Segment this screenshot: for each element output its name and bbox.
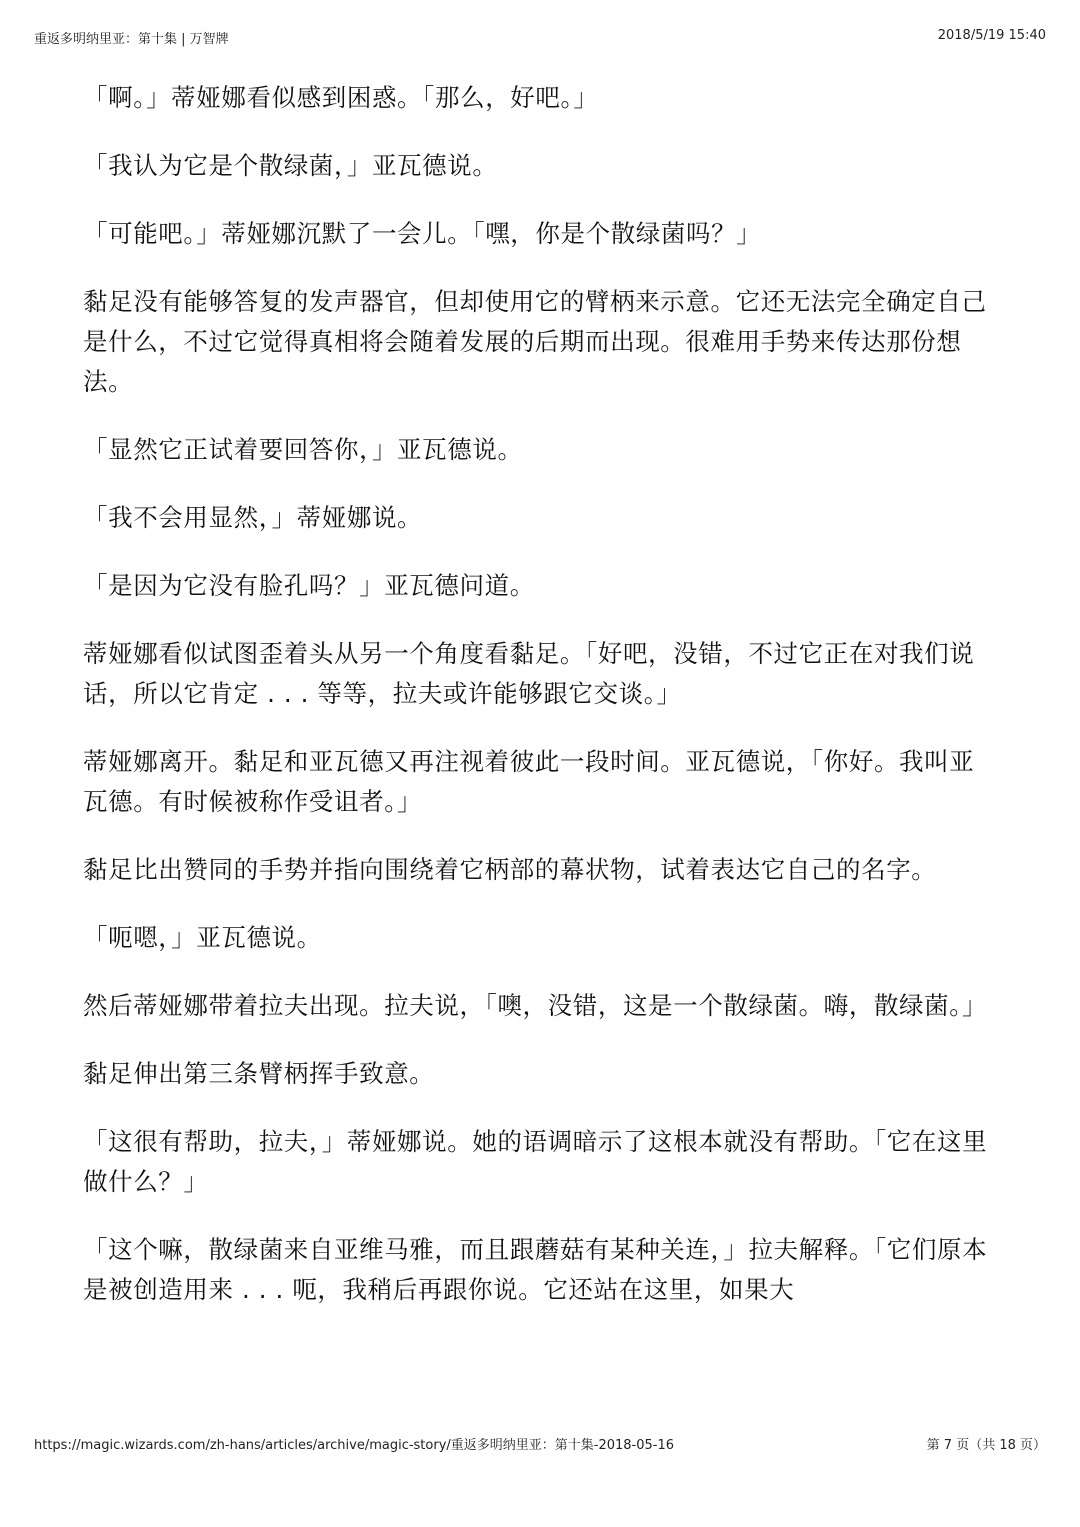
paragraph: 黏足比出赞同的手势并指向围绕着它柄部的幕状物，试着表达它自己的名字。	[83, 855, 937, 884]
paragraph: 蒂娅娜看似试图歪着头从另一个角度看黏足。「好吧，没错，不过它正在对我们说话，所以它肯定 . . . 等等，拉夫或许能够跟它交谈。」	[83, 639, 975, 708]
paragraph: 然后蒂娅娜带着拉夫出现。拉夫说，「噢，没错，这是一个散绿菌。嗨，散绿菌。」	[83, 991, 988, 1020]
paragraph: 「是因为它没有脸孔吗？」亚瓦德问道。	[83, 571, 535, 600]
paragraph: 「我认为它是个散绿菌，」亚瓦德说。	[83, 151, 498, 180]
page-footer	[34, 1434, 1046, 1454]
print-datetime: 2018/5/19 15:40	[937, 28, 1046, 43]
page-url: https://magic.wizards.com/zh-hans/articles/archive/magic-story/重返多明纳里亚：第十集-2018-05-16	[34, 1438, 675, 1453]
article-body	[83, 78, 998, 1410]
page-header	[34, 28, 1046, 50]
paragraph: 「这个嘛，散绿菌来自亚维马雅，而且跟蘑菇有某种关连，」拉夫解释。「它们原本是被创造用来 . . . 呃，我稍后再跟你说。它还站在这里，如果大	[83, 1235, 988, 1304]
paragraph: 蒂娅娜离开。黏足和亚瓦德又再注视着彼此一段时间。亚瓦德说，「你好。我叫亚瓦德。有时候被称作受诅者。」	[83, 747, 975, 816]
paragraph: 「啊。」蒂娅娜看似感到困惑。「那么，好吧。」	[83, 83, 599, 112]
paragraph: 「显然它正试着要回答你，」亚瓦德说。	[83, 435, 523, 464]
paragraph: 「我不会用显然，」蒂娅娜说。	[83, 503, 423, 532]
paragraph: 黏足没有能够答复的发声器官，但却使用它的臂柄来示意。它还无法完全确定自己是什么，不过它觉得真相将会随着发展的后期而出现。很难用手势来传达那份想法。	[83, 287, 987, 396]
page-number: 第 7 页（共 18 页）	[926, 1438, 1046, 1453]
page-title: 重返多明纳里亚：第十集 | 万智牌	[34, 32, 229, 47]
paragraph: 「这很有帮助，拉夫，」蒂娅娜说。她的语调暗示了这根本就没有帮助。「它在这里做什么？」	[83, 1127, 988, 1196]
paragraph: 黏足伸出第三条臂柄挥手致意。	[83, 1059, 435, 1088]
paragraph: 「可能吧。」蒂娅娜沉默了一会儿。「嘿，你是个散绿菌吗？」	[83, 219, 762, 248]
paragraph: 「呃嗯，」亚瓦德说。	[83, 923, 322, 952]
